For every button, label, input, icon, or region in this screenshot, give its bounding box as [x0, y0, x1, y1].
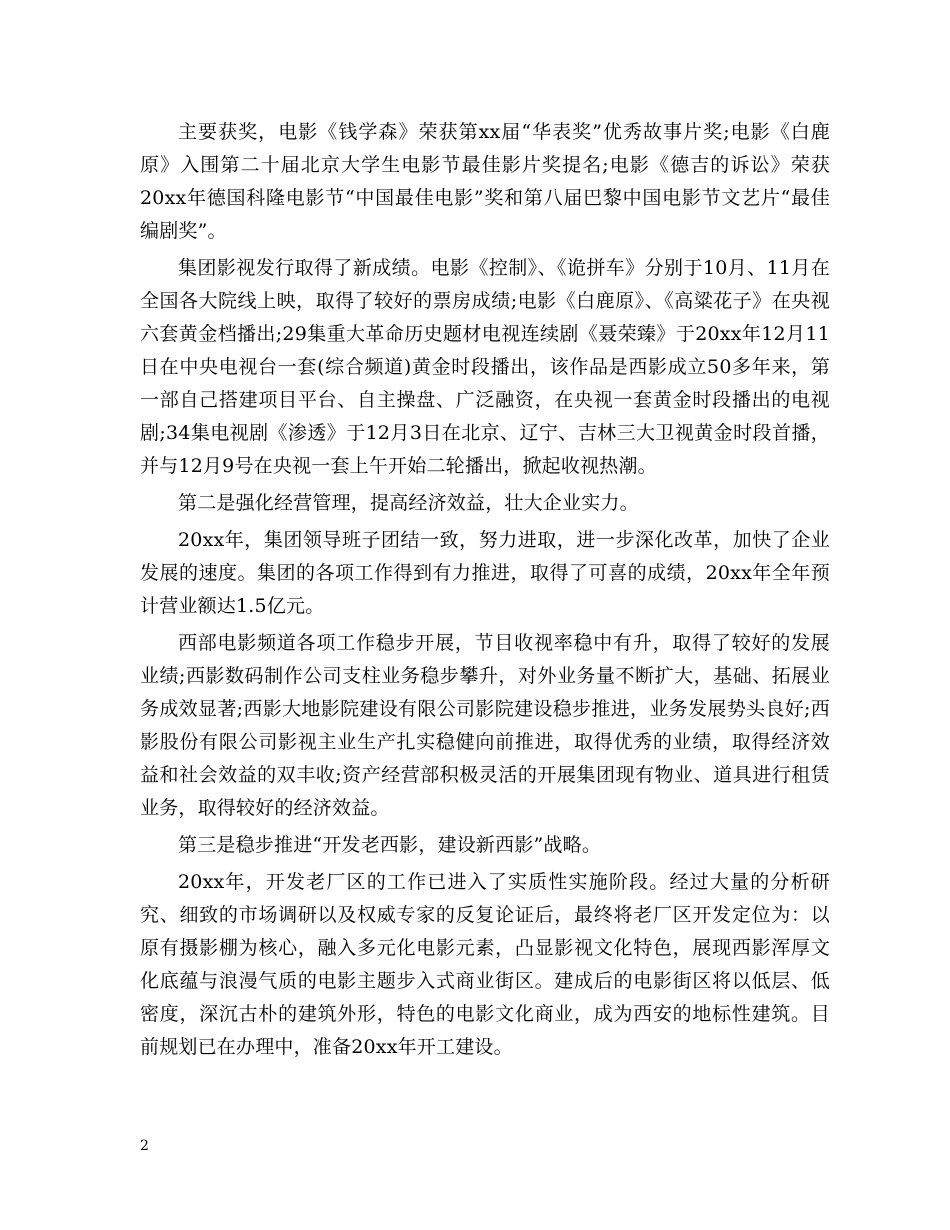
paragraph-distribution: 集团影视发行取得了新成绩。电影《控制》、《诡拼车》分别于10月、11月在全国各大院线上映，取得了较好的票房成绩;电影《白鹿原》、《高粱花子》在央视六套黄金档播出;29集重大革命历史题材电视连续剧《聂荣臻》于20xx年12月11日在中央电视台一套(综合频道)黄金时段播出，该作品是西影成立50多年来，第一部自己搭建项目平台、自主操盘、广泛融资，在央视一套黄金时段播出的电视剧;34集电视剧《渗透》于12月3日在北京、辽宁、吉林三大卫视黄金时段首播，并与12月9号在央视一套上午开始二轮播出，掀起收视热潮。	[140, 257, 830, 477]
document-body	[140, 116, 830, 1068]
paragraph-awards: 主要获奖，电影《钱学森》荣获第xx届“华表奖”优秀故事片奖;电影《白鹿原》入围第二十届北京大学生电影节最佳影片奖提名;电影《德吉的诉讼》荣获20xx年德国科隆电影节“中国最佳电影”奖和第八届巴黎中国电影节文艺片“最佳编剧奖”。	[140, 121, 830, 242]
paragraph-second-point: 第二是强化经营管理，提高经济效益，壮大企业实力。	[178, 492, 639, 514]
paragraph-group-revenue: 20xx年，集团领导班子团结一致，努力进取，进一步深化改革，加快了企业发展的速度。集团的各项工作得到有力推进，取得了可喜的成绩，20xx年全年预计营业额达1.5亿元。	[140, 529, 830, 617]
paragraph-old-factory-development: 20xx年，开发老厂区的工作已进入了实质性实施阶段。经过大量的分析研究、细致的市场调研以及权威专家的反复论证后，最终将老厂区开发定位为：以原有摄影棚为核心，融入多元化电影元素，凸显影视文化特色，展现西影浑厚文化底蕴与浪漫气质的电影主题步入式商业街区。建成后的电影街区将以低层、低密度，深沉古朴的建筑外形，特色的电影文化商业，成为西安的地标性建筑。目前规划已在办理中，准备20xx年开工建设。	[140, 871, 830, 1058]
page-number: 2	[140, 1138, 149, 1154]
paragraph-subsidiaries: 西部电影频道各项工作稳步开展，节目收视率稳中有升，取得了较好的发展业绩;西影数码制作公司支柱业务稳步攀升，对外业务量不断扩大，基础、拓展业务成效显著;西影大地影院建设有限公司影院建设稳步推进，业务发展势头良好;西影股份有限公司影视主业生产扎实稳健向前推进，取得优秀的业绩，取得经济效益和社会效益的双丰收;资产经营部积极灵活的开展集团现有物业、道具进行租赁业务，取得较好的经济效益。	[140, 632, 830, 819]
paragraph-third-point: 第三是稳步推进“开发老西影，建设新西影”战略。	[178, 834, 602, 856]
